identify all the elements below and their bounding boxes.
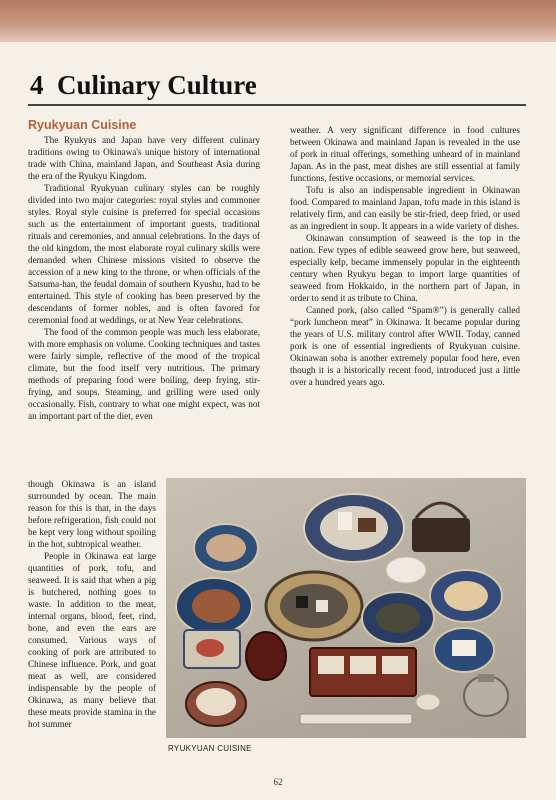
paragraph: though Okinawa is an island surrounded by ocean. The main reason for this is that, in the days before refrigeration, fish could not be kept very long without spoiling in the hot, subtropical weather. — [28, 479, 156, 549]
top-decorative-band — [0, 0, 556, 42]
paragraph: weather. A very significant difference in food cultures between Okinawa and mainland Japan is revealed in the use of pork in ritual offerings, something unheard of in mainland Japan. As in the past, meat dishes are still essential at family functions, festive occasions, or memorial services. — [290, 125, 520, 183]
chapter-name: Culinary Culture — [57, 70, 257, 100]
section-heading: Ryukyuan Cuisine — [28, 118, 137, 132]
photo-caption: RYUKYUAN CUISINE — [168, 744, 252, 753]
paragraph: Canned pork, (also called “Spam®”) is generally called “pork luncheon meat” in Okinawa. It became popular during the years of U.S. military control after WWII. Today, canned pork is one of essential ingredients of Ryukyuan cuisine. Okinawan soba is another extremely popular food here, even though it is a historically recent food, introduced just a little over a hundred years ago. — [290, 305, 520, 387]
chapter-number: 4 — [30, 70, 44, 100]
paragraph: People in Okinawa eat large quantities of pork, tofu, and seaweed. It is said that when a pig is butchered, nothing goes to waste. In addition to the meat, internal organs, blood, feet, rind, bone, and even the ears are consumed. Various ways of cooking of pork are attributed to Chinese influence. Pork, and goat meat as well, are considered indispensable by the people of Okinawa, as many believe that these meats provide stamina in the hot summer — [28, 551, 156, 729]
paragraph: Okinawan consumption of seaweed is the top in the nation. Few types of edible seaweed grow here, but seaweed, especially kelp, became immensely popular in the eighteenth century when Ryukyu began to import large quantities of seaweed from Hokkaido, in the northern part of Japan, in order to send it as tribute to China. — [290, 233, 520, 303]
paragraph: Tofu is also an indispensable ingredient in Okinawan food. Compared to mainland Japan, tofu made in this island is relatively firm, and can easily be stir-fried, deep fried, or used as an ingredient in soup. It appears in a wide variety of dishes. — [290, 185, 520, 231]
paragraph: Traditional Ryukyuan culinary styles can be roughly divided into two major categories: royal styles and commoner styles. Royal style cuisine is preferred for special occasions such as the entertainment of important guests, traditional rituals and ceremonies, and annual celebrations. In the days of the old kingdom, the most elaborate royal culinary skills were demanded when Chinese missions visited to observe the accession of a new king to the throne, or when officials of the Satsuma-han, the feudal domain of southern Kyushu, had to be entertained. This style of cooking has been preserved by the descendants of former nobles, and is often favored for ceremonial food at weddings, or at New Year celebrations. — [28, 183, 260, 325]
paragraph: The food of the common people was much less elaborate, with more emphasis on volume. Cooking techniques and tastes were fairly simple, reflective of the mood of the tropical climate, but the food itself very nutritious. The primary methods of preparing food were boiling, deep frying, stir-frying, and soups. Steaming, and grilling were used only occasionally. Fish, contrary to what one might expect, was not an important part of the diet, even — [28, 327, 260, 421]
cuisine-photo — [166, 478, 526, 738]
wrapped-text-column — [28, 478, 156, 730]
chapter-title — [30, 70, 257, 101]
left-column — [28, 118, 260, 422]
chapter-divider — [28, 104, 526, 106]
right-column — [290, 124, 520, 388]
paragraph: The Ryukyus and Japan have very different culinary traditions owing to Okinawa's unique history of international trade with China, mainland Japan, and Southeast Asia during the era of the Ryukyu Kingdom. — [28, 135, 260, 181]
page-number: 62 — [273, 777, 283, 787]
